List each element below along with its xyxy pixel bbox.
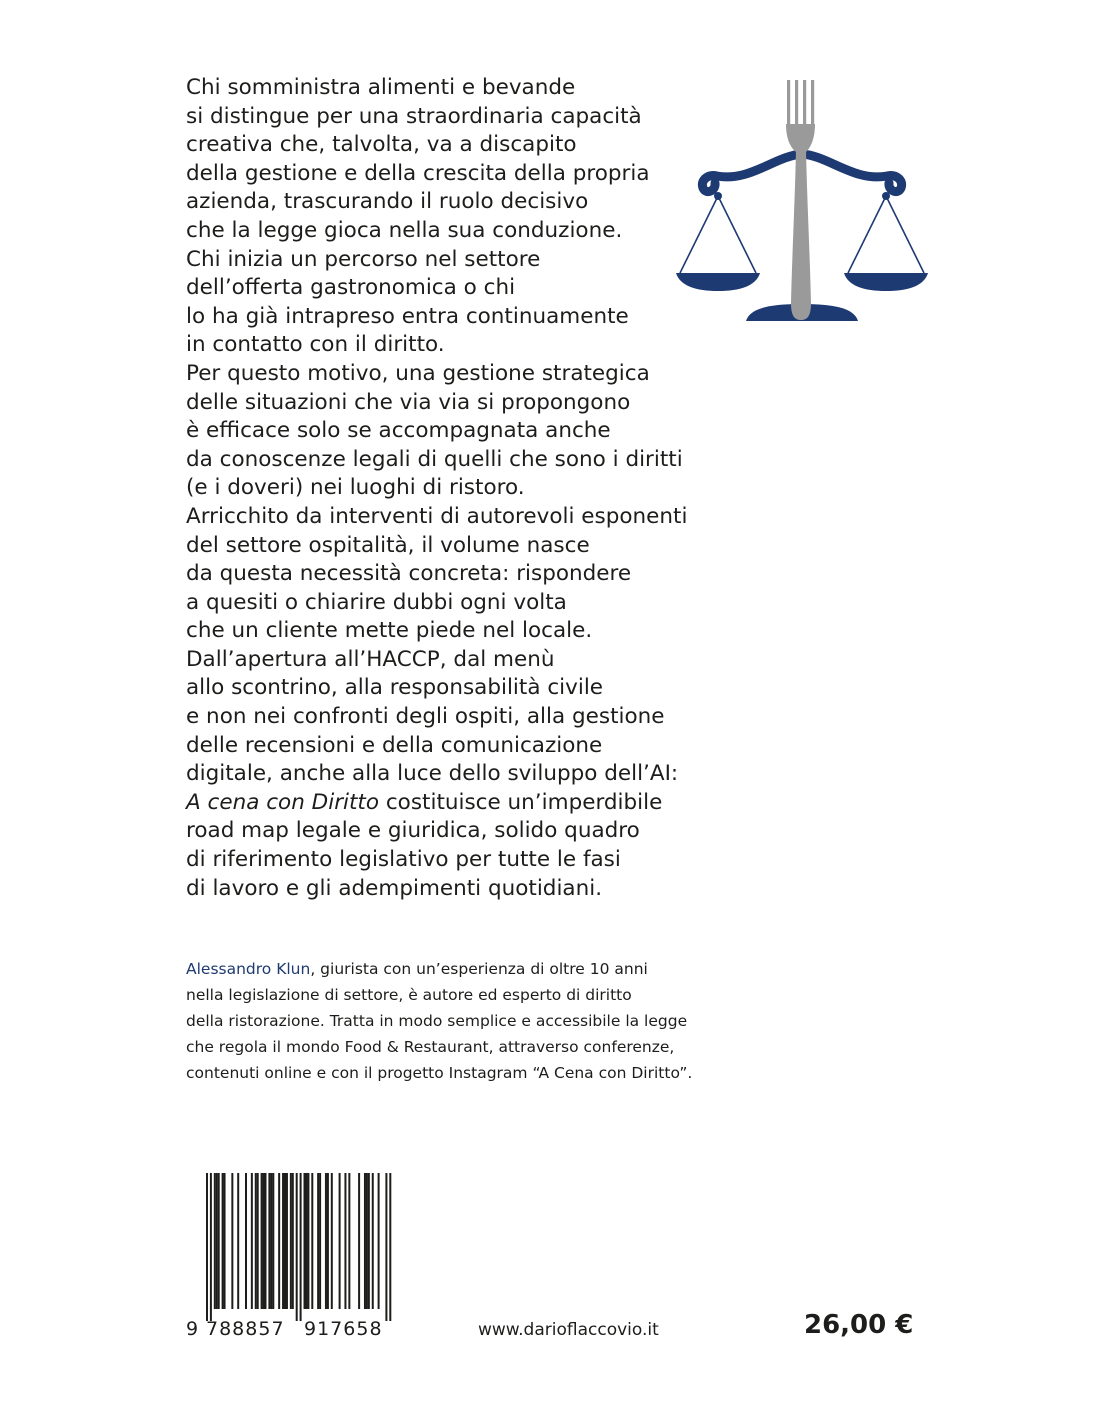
- blurb-line: [186, 789, 746, 818]
- barcode-bar: [307, 1173, 309, 1309]
- barcode-bar: [300, 1173, 302, 1321]
- barcode-bar: [331, 1173, 333, 1309]
- book-title-italic: A cena con Diritto: [186, 789, 380, 815]
- barcode-bar: [389, 1173, 391, 1321]
- isbn-group-1: 788857: [206, 1318, 285, 1340]
- barcode-bar: [222, 1173, 224, 1309]
- blurb-line: lo ha già intrapreso entra continuamente: [186, 303, 629, 329]
- barcode-bar: [296, 1173, 298, 1321]
- barcode-bar: [304, 1173, 306, 1309]
- barcode-bar: [265, 1173, 267, 1309]
- blurb-line: allo scontrino, alla responsabilità civile: [186, 675, 604, 701]
- barcode-bar: [385, 1173, 387, 1321]
- blurb-line: delle situazioni che via via si propongono: [186, 389, 631, 415]
- blurb-line: Dall’apertura all’HACCP, dal menù: [186, 646, 555, 672]
- author-bio-line: che regola il mondo Food & Restaurant, attraverso conferenze,: [186, 1038, 675, 1056]
- barcode-bar: [255, 1173, 257, 1309]
- ean13-barcode: [186, 1173, 398, 1321]
- barcode-bar: [237, 1173, 239, 1309]
- blurb-line: (e i doveri) nei luoghi di ristoro.: [186, 475, 525, 501]
- barcode-bar: [218, 1173, 220, 1309]
- blurb-line-rest: costituisce un’imperdibile: [379, 789, 663, 815]
- barcode-bar: [327, 1173, 329, 1309]
- blurb-line: delle recensioni e della comunicazione: [186, 732, 603, 758]
- barcode-bar: [251, 1173, 253, 1309]
- barcode-bar: [272, 1173, 274, 1309]
- blurb-line: che la legge gioca nella sua conduzione.: [186, 217, 623, 243]
- barcode-bar: [319, 1173, 321, 1309]
- barcode-bar: [282, 1173, 284, 1309]
- barcode-bar: [245, 1173, 247, 1309]
- barcode-bar: [358, 1173, 360, 1309]
- blurb-line: digitale, anche alla luce dello sviluppo dell’AI:: [186, 761, 679, 787]
- barcode-bar: [290, 1173, 292, 1309]
- barcode-bar: [366, 1173, 368, 1309]
- blurb-line: di riferimento legislativo per tutte le fasi: [186, 847, 621, 873]
- blurb-line: da conoscenze legali di quelli che sono i diritti: [186, 446, 683, 472]
- author-name: Alessandro Klun: [186, 960, 311, 978]
- blurb-line: del settore ospitalità, il volume nasce: [186, 532, 590, 558]
- publisher-website: www.darioflaccovio.it: [478, 1320, 659, 1340]
- barcode-bar: [364, 1173, 366, 1309]
- barcode-bar: [378, 1173, 380, 1309]
- barcode-bar: [339, 1173, 341, 1309]
- author-bio-line-rest: , giurista con un’esperienza di oltre 10 anni: [310, 960, 648, 978]
- barcode-bar: [231, 1173, 233, 1309]
- barcode-bar: [278, 1173, 280, 1309]
- barcode-bar: [317, 1173, 319, 1309]
- barcode-bar: [348, 1173, 350, 1309]
- barcode-bar: [372, 1173, 374, 1309]
- blurb-line: azienda, trascurando il ruolo decisivo: [186, 189, 589, 215]
- barcode-bar: [257, 1173, 259, 1309]
- blurb-line: a quesiti o chiarire dubbi ogni volta: [186, 589, 567, 615]
- isbn-group-2: 917658: [304, 1318, 383, 1340]
- barcode-bar: [224, 1173, 226, 1309]
- blurb-line: Chi inizia un percorso nel settore: [186, 246, 541, 272]
- scales-of-justice-with-fork-icon: [670, 78, 934, 328]
- author-bio-line: nella legislazione di settore, è autore ed esperto di diritto: [186, 986, 632, 1004]
- blurb-line: di lavoro e gli adempimenti quotidiani.: [186, 875, 603, 901]
- barcode-bar: [210, 1173, 212, 1321]
- blurb-line: e non nei confronti degli ospiti, alla gestione: [186, 704, 665, 730]
- blurb-line: della gestione e della crescita della propria: [186, 160, 650, 186]
- barcode-bar: [214, 1173, 216, 1309]
- barcode-bar: [305, 1173, 307, 1309]
- barcode-bar: [270, 1173, 272, 1309]
- barcode-bar: [368, 1173, 370, 1309]
- barcode-bar: [325, 1173, 327, 1309]
- barcode-bar: [206, 1173, 208, 1321]
- blurb-text: [186, 74, 746, 903]
- blurb-line: che un cliente mette piede nel locale.: [186, 618, 593, 644]
- barcode-bar: [216, 1173, 218, 1309]
- blurb-line: da questa necessità concreta: rispondere: [186, 561, 632, 587]
- author-bio: [186, 956, 786, 1086]
- blurb-line: creativa che, talvolta, va a discapito: [186, 132, 577, 158]
- barcode-bar: [284, 1173, 286, 1309]
- barcode-bar: [261, 1173, 263, 1309]
- blurb-line: in contatto con il diritto.: [186, 332, 445, 358]
- barcode-bar: [268, 1173, 270, 1309]
- author-bio-line: della ristorazione. Tratta in modo semplice e accessibile la legge: [186, 1012, 688, 1030]
- price-label: 26,00 €: [804, 1310, 914, 1340]
- author-bio-line: [186, 956, 786, 982]
- barcode-bar: [311, 1173, 313, 1309]
- blurb-line: si distingue per una straordinaria capacità: [186, 103, 642, 129]
- blurb-line: Per questo motivo, una gestione strategica: [186, 360, 650, 386]
- blurb-line: road map legale e giuridica, solido quadro: [186, 818, 640, 844]
- blurb-line: è efficace solo se accompagnata anche: [186, 418, 611, 444]
- barcode-bar: [344, 1173, 346, 1309]
- isbn-first-digit: 9: [186, 1318, 200, 1340]
- barcode-bar: [263, 1173, 265, 1309]
- author-bio-line: contenuti online e con il progetto Instagram “A Cena con Diritto”.: [186, 1064, 693, 1082]
- blurb-line: dell’offerta gastronomica o chi: [186, 275, 516, 301]
- blurb-line: Chi somministra alimenti e bevande: [186, 75, 576, 100]
- barcode-bar: [292, 1173, 294, 1309]
- blurb-line: Arricchito da interventi di autorevoli esponenti: [186, 503, 688, 529]
- barcode-bar: [286, 1173, 288, 1309]
